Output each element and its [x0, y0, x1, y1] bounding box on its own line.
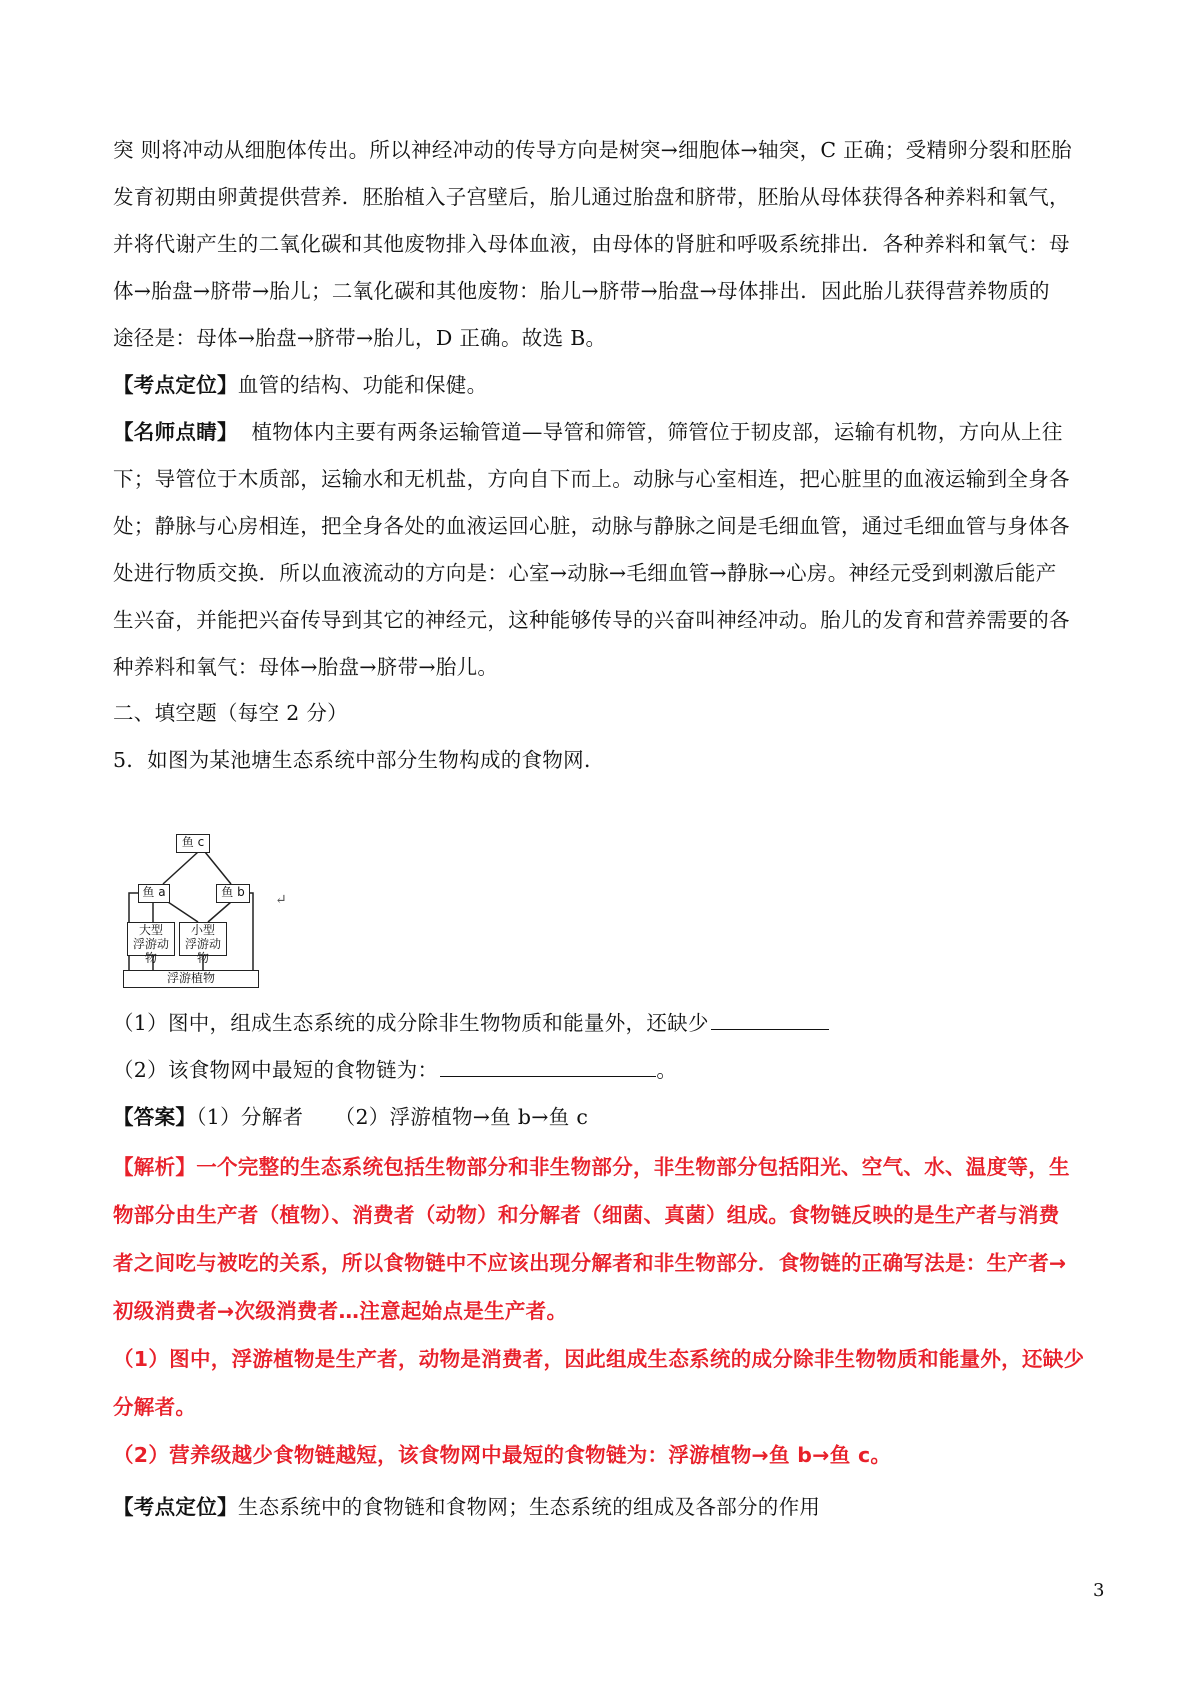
- text-line: 物部分由生产者（植物）、消费者（动物）和分解者（细菌、真菌）组成。食物链反映的是生产者与消费: [113, 1203, 1060, 1227]
- text-line: 分解者。: [113, 1395, 197, 1419]
- answer-blank-1: [711, 1005, 829, 1030]
- text-line: 生兴奋，并能把兴奋传导到其它的神经元，这种能够传导的兴奋叫神经冲动。胎儿的发育和营养需要的各: [113, 608, 1070, 632]
- text-line: 体→胎盘→脐带→胎儿；二氧化碳和其他废物：胎儿→脐带→胎盘→母体排出．因此胎儿获得营养物质的: [113, 279, 1050, 303]
- mingshi-section: [113, 409, 1103, 691]
- kaodian-text: 血管的结构、功能和保健。: [237, 373, 488, 397]
- text-line: （1）图中，浮游植物是生产者，动物是消费者，因此组成生态系统的成分除非生物物质和能量外，还缺少: [113, 1347, 1085, 1371]
- phytoplankton-node: 浮游植物: [123, 970, 259, 988]
- text-line: 下；导管位于木质部，运输水和无机盐，方向自下而上。动脉与心室相连，把心脏里的血液运输到全身各: [113, 467, 1070, 491]
- text-line: 植物体内主要有两条运输管道—导管和筛管，筛管位于韧皮部，运输有机物，方向从上往: [251, 420, 1063, 444]
- question-1: （1）图中，组成生态系统的成分除非生物物质和能量外，还缺少: [113, 1000, 1103, 1047]
- text-line: 一个完整的生态系统包括生物部分和非生物部分，非生物部分包括阳光、空气、水、温度等，生: [196, 1155, 1070, 1179]
- question-stem: 5．如图为某池塘生态系统中部分生物构成的食物网．: [113, 748, 605, 772]
- kaodian-label: 【考点定位】: [113, 1495, 238, 1519]
- text-line: 并将代谢产生的二氧化碳和其他废物排入母体血液，由母体的肾脏和呼吸系统排出．各种养料和氧气：母: [113, 232, 1070, 256]
- fish-c-node: 鱼 c: [176, 834, 210, 853]
- mingshi-label: 【名师点睛】: [113, 420, 238, 444]
- text-line: 者之间吃与被吃的关系，所以食物链中不应该出现分解者和非生物部分．食物链的正确写法是：生产者→: [113, 1251, 1067, 1275]
- text-line: 突 则将冲动从细胞体传出。所以神经冲动的传导方向是树突→细胞体→轴突，C 正确；受精卵分裂和胚胎: [113, 138, 1072, 162]
- explanation-continuation: [113, 127, 1103, 362]
- food-web-figure: [113, 830, 293, 992]
- text-line: 途径是：母体→胎盘→脐带→胎儿，D 正确。故选 B。: [113, 326, 607, 350]
- kaodian-label: 【考点定位】: [113, 373, 238, 397]
- kaodian-section-1: [113, 362, 1103, 409]
- answer-label: 【答案】: [113, 1105, 197, 1129]
- text-line: 初级消费者→次级消费者…注意起始点是生产者。: [113, 1299, 568, 1323]
- analysis-label: 【解析】: [113, 1155, 197, 1179]
- analysis-section: [113, 1143, 1103, 1479]
- text-line: 处；静脉与心房相连，把全身各处的血液运回心脏，动脉与静脉之间是毛细血管，通过毛细血管与身体各: [113, 514, 1070, 538]
- page-number: 3: [1093, 1580, 1105, 1601]
- text-line: 种养料和氧气：母体→胎盘→脐带→胎儿。: [113, 655, 499, 679]
- answer-blank-2: [440, 1052, 656, 1077]
- text-line: 发育初期由卵黄提供营养．胚胎植入子宫壁后，胎儿通过胎盘和脐带，胚胎从母体获得各种养料和氧气，: [113, 185, 1070, 209]
- text-line: 处进行物质交换．所以血液流动的方向是：心室→动脉→毛细血管→静脉→心房。神经元受到刺激后能产: [113, 561, 1057, 585]
- answer-text: （1）分解者 （2）浮游植物→鱼 b→鱼 c: [196, 1105, 589, 1129]
- section-heading: 二、填空题（每空 2 分）: [113, 701, 348, 725]
- fish-b-node: 鱼 b: [216, 884, 250, 903]
- food-web-lines: [113, 830, 293, 992]
- answer-section: [113, 1094, 1103, 1141]
- text-line: （2）营养级越少食物链越短，该食物网中最短的食物链为：浮游植物→鱼 b→鱼 c。: [113, 1443, 892, 1467]
- question-2: （2）该食物网中最短的食物链为： 。: [113, 1047, 1103, 1094]
- small-zooplankton-node: 小型 浮游动物: [179, 922, 227, 956]
- fish-a-node: 鱼 a: [138, 884, 170, 903]
- return-mark-icon: ↵: [275, 892, 287, 908]
- kaodian-section-2: [113, 1484, 1103, 1531]
- kaodian-text: 生态系统中的食物链和食物网；生态系统的组成及各部分的作用: [237, 1495, 821, 1519]
- big-zooplankton-node: 大型 浮游动物: [127, 922, 175, 956]
